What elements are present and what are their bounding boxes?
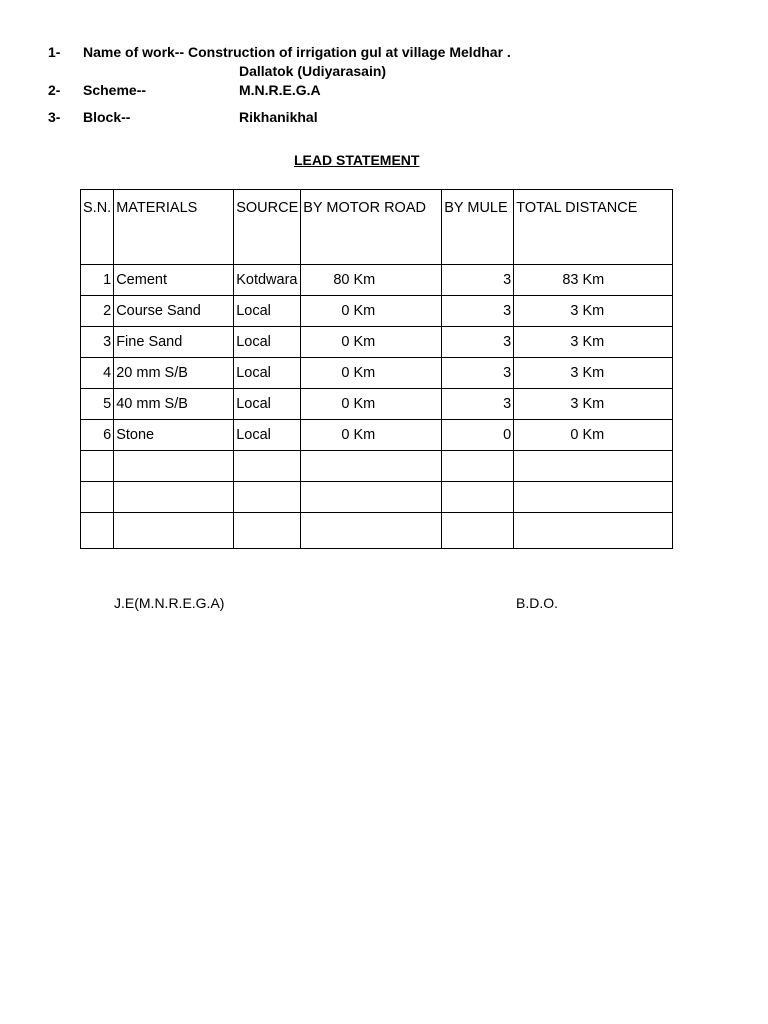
cell-source: Kotdwara — [234, 265, 301, 296]
signature-je: J.E(M.N.R.E.G.A) — [114, 595, 225, 611]
cell-by-motor-road: 0 Km — [301, 420, 442, 451]
cell-total-distance: 3 Km — [514, 358, 673, 389]
col-header-by-mule: BY MULE — [442, 190, 514, 265]
cell-sn: 4 — [81, 358, 114, 389]
cell-material: Stone — [114, 420, 234, 451]
cell-material: Fine Sand — [114, 327, 234, 358]
table-row — [81, 420, 673, 451]
cell-material: 40 mm S/B — [114, 389, 234, 420]
cell-by-mule: 3 — [442, 327, 514, 358]
cell-by-motor-road: 0 Km — [301, 389, 442, 420]
cell-sn: 5 — [81, 389, 114, 420]
table-header-row — [81, 190, 673, 265]
cell-total-distance: 3 Km — [514, 389, 673, 420]
cell-by-mule: 0 — [442, 420, 514, 451]
empty-table-row — [81, 513, 673, 549]
item-1-number: 1- — [48, 44, 61, 60]
cell-by-mule: 3 — [442, 389, 514, 420]
scheme-value: M.N.R.E.G.A — [239, 82, 321, 98]
cell-material: Cement — [114, 265, 234, 296]
cell-sn: 3 — [81, 327, 114, 358]
name-of-work-continuation: Dallatok (Udiyarasain) — [239, 63, 387, 79]
cell-total-distance: 83 Km — [514, 265, 673, 296]
empty-table-row — [81, 451, 673, 482]
cell-by-motor-road: 0 Km — [301, 327, 442, 358]
block-label: Block-- — [83, 109, 131, 125]
scheme-label: Scheme-- — [83, 82, 147, 98]
table-row — [81, 296, 673, 327]
col-header-total-distance: TOTAL DISTANCE — [514, 190, 673, 265]
col-header-source: SOURCE — [234, 190, 301, 265]
name-of-work-label: Name of work-- Construction of irrigation gul at village Meldhar . — [83, 44, 511, 60]
cell-source: Local — [234, 389, 301, 420]
table-row — [81, 265, 673, 296]
cell-sn: 2 — [81, 296, 114, 327]
cell-total-distance: 3 Km — [514, 327, 673, 358]
cell-by-mule: 3 — [442, 358, 514, 389]
block-value: Rikhanikhal — [239, 109, 318, 125]
item-2-number: 2- — [48, 82, 61, 98]
cell-by-motor-road: 0 Km — [301, 358, 442, 389]
cell-total-distance: 3 Km — [514, 296, 673, 327]
cell-by-motor-road: 0 Km — [301, 296, 442, 327]
table-row — [81, 389, 673, 420]
cell-material: Course Sand — [114, 296, 234, 327]
cell-source: Local — [234, 327, 301, 358]
cell-by-mule: 3 — [442, 296, 514, 327]
empty-table-row — [81, 482, 673, 513]
lead-statement-table — [80, 189, 673, 549]
cell-total-distance: 0 Km — [514, 420, 673, 451]
col-header-by-motor-road: BY MOTOR ROAD — [301, 190, 442, 265]
cell-source: Local — [234, 296, 301, 327]
cell-sn: 1 — [81, 265, 114, 296]
signature-bdo: B.D.O. — [516, 595, 559, 611]
table-row — [81, 327, 673, 358]
table-row — [81, 358, 673, 389]
cell-by-motor-road: 80 Km — [301, 265, 442, 296]
col-header-materials: MATERIALS — [114, 190, 234, 265]
cell-sn: 6 — [81, 420, 114, 451]
document-title: LEAD STATEMENT — [294, 152, 420, 168]
col-header-sn: S.N. — [81, 190, 114, 265]
cell-source: Local — [234, 420, 301, 451]
cell-by-mule: 3 — [442, 265, 514, 296]
item-3-number: 3- — [48, 109, 61, 125]
cell-source: Local — [234, 358, 301, 389]
cell-material: 20 mm S/B — [114, 358, 234, 389]
